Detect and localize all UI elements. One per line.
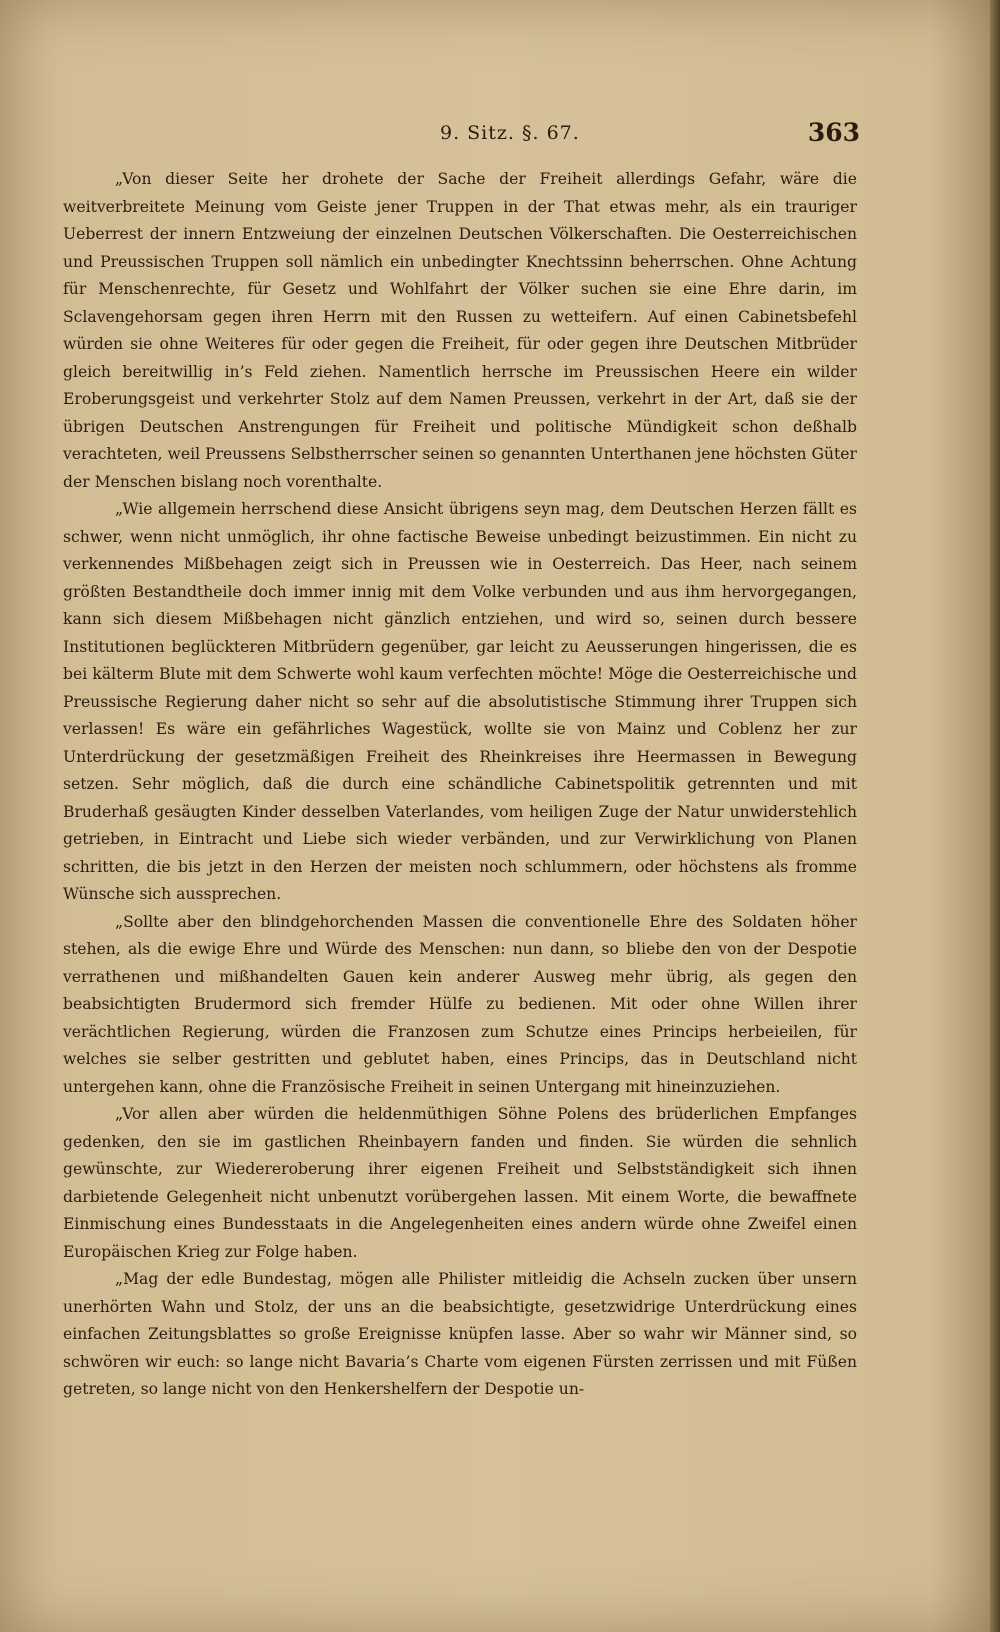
paragraph: „Wie allgemein herrschend diese Ansicht übrigens seyn mag, dem Deutschen Herzen fällt es schwer, wenn nicht unmöglich, ihr ohne factische Beweise unbedingt beizustimmen. Ein nicht zu verkennendes Mißbehagen zeigt sich in Preussen wie in Oesterreich. Das Heer, nach seinem größten Bestandtheile doch immer innig mit dem Volke verbunden und aus ihm hervorgegangen, kann sich diesem Mißbehagen nicht gänzlich entziehen, und wird so, seinen durch bessere Institutionen beglückteren Mitbrüdern gegenüber, gar leicht zu Aeusserungen hingerissen, die es bei kälterm Blute mit dem Schwerte wohl kaum verfechten möchte! Möge die Oesterreichische und Preussische Regierung daher nicht so sehr auf die absolutistische Stimmung ihrer Truppen sich verlassen! Es wäre ein gefährliches Wagestück, wollte sie von Mainz und Coblenz her zur Unterdrückung der gesetzmäßigen Freiheit des Rheinkreises ihre Heermassen in Bewegung setzen. Sehr möglich, daß die durch eine schändliche Cabinetspolitik getrennten und mit Bruderhaß gesäugten Kinder desselben Vaterlandes, vom heiligen Zuge der Natur unwiderstehlich getrieben, in Eintracht und Liebe sich wieder verbänden, und zur Verwirklichung von Planen schritten, die bis jetzt in den Herzen der meisten noch schlummern, oder höchstens als fromme Wünsche sich aussprechen. [63, 500, 857, 903]
running-head: 9. Sitz. §. 67. [440, 122, 580, 144]
paragraph: „Mag der edle Bundestag, mögen alle Philister mitleidig die Achseln zucken über unsern unerhörten Wahn und Stolz, der uns an die beabsichtigte, gesetzwidrige Unterdrückung eines einfachen Zeitungsblattes so große Ereignisse knüpfen lasse. Aber so wahr wir Männer sind, so schwören wir euch: so lange nicht Bavaria’s Charte vom eigenen Fürsten zerrissen und mit Füßen getreten, so lange nicht von den Henkershelfern der Despotie un- [63, 1270, 857, 1398]
body-text [63, 166, 857, 1404]
paragraph: „Vor allen aber würden die heldenmüthigen Söhne Polens des brüderlichen Empfanges gedenken, den sie im gastlichen Rheinbayern fanden und finden. Sie würden die sehnlich gewünschte, zur Wiedereroberung ihrer eigenen Freiheit und Selbstständigkeit sich ihnen darbietende Gelegenheit nicht unbenutzt vorübergehen lassen. Mit einem Worte, die bewaffnete Einmischung eines Bundesstaats in die Angelegenheiten eines andern würde ohne Zweifel einen Europäischen Krieg zur Folge haben. [63, 1105, 857, 1261]
page-number: 363 [807, 118, 860, 147]
book-edge [990, 0, 1000, 1632]
paragraph: „Sollte aber den blindgehorchenden Massen die conventionelle Ehre des Soldaten höher stehen, als die ewige Ehre und Würde des Menschen: nun dann, so bliebe den von der Despotie verrathenen und mißhandelten Gauen kein anderer Ausweg mehr übrig, als gegen den beabsichtigten Brudermord sich fremder Hülfe zu bedienen. Mit oder ohne Willen ihrer verächtlichen Regierung, würden die Franzosen zum Schutze eines Princips herbeieilen, für welches sie selber gestritten und geblutet haben, eines Princips, das in Deutschland nicht untergehen kann, ohne die Französische Freiheit in seinen Untergang mit hineinzuziehen. [63, 912, 857, 1096]
paragraph: „Von dieser Seite her drohete der Sache der Freiheit allerdings Gefahr, wäre die weitverbreitete Meinung vom Geiste jener Truppen in der That etwas mehr, als ein trauriger Ueberrest der innern Entzweiung der einzelnen Deutschen Völkerschaften. Die Oesterreichischen und Preussischen Truppen soll nämlich ein unbedingter Knechtssinn beherrschen. Ohne Achtung für Menschenrechte, für Gesetz und Wohlfahrt der Völker suchen sie eine Ehre darin, im Sclavengehorsam gegen ihren Herrn mit den Russen zu wetteifern. Auf einen Cabinetsbefehl würden sie ohne Weiteres für oder gegen die Freiheit, für oder gegen ihre Deutschen Mitbrüder gleich bereitwillig in’s Feld ziehen. Namentlich herrsche im Preussischen Heere ein wilder Eroberungsgeist und verkehrter Stolz auf dem Namen Preussen, verkehrt in der Art, daß sie der übrigen Deutschen Anstrengungen für Freiheit und politische Mündigkeit schon deßhalb verachteten, weil Preussens Selbstherrscher seinen so genannten Unterthanen jene höchsten Güter der Menschen bislang noch vorenthalte. [63, 170, 857, 491]
page-header [60, 118, 860, 158]
